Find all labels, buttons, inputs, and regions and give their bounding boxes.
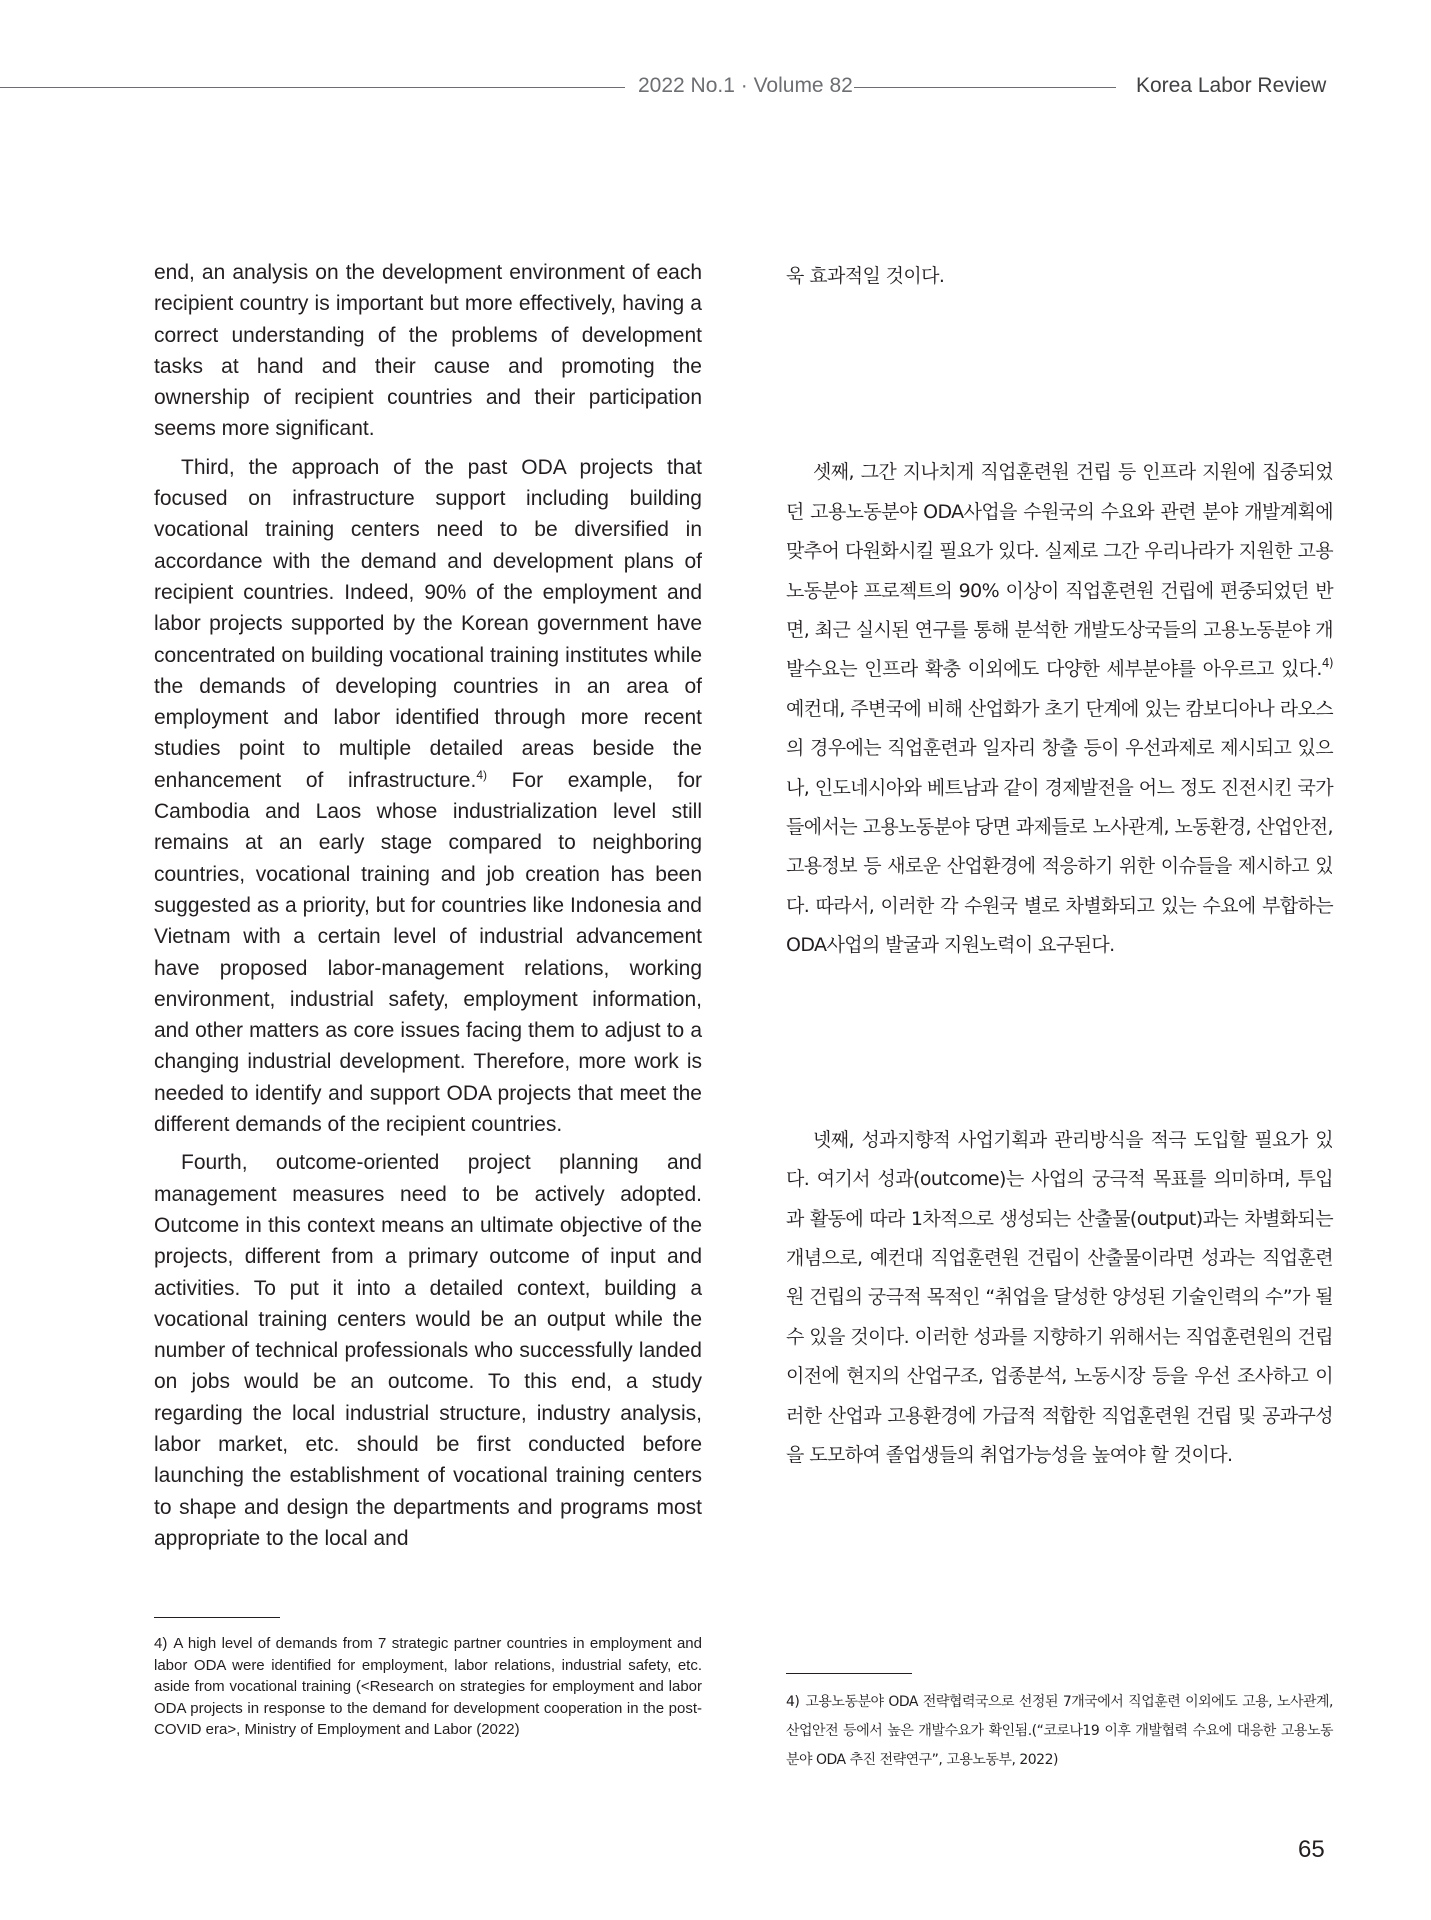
english-footnote (154, 1633, 702, 1741)
header-journal-title: Korea Labor Review (1136, 74, 1327, 97)
korean-paragraph-1: 욱 효과적일 것이다. (786, 265, 945, 287)
korean-paragraph-2-cont: 예컨대, 주변국에 비해 산업화가 초기 단계에 있는 캄보디아나 라오스의 경우에는 직업훈련과 일자리 창출 등이 우선과제로 제시되고 있으나, 인도네시아와 베트남과 같이 경제발전을 어느 정도 진전시킨 국가들에서는 고용노동분야 당면 과제들로 노사관계, 노동환경, 산업안전, 고용정보 등 새로운 산업환경에 적응하기 위한 이슈들을 제시하고 있다. 따라서, 이러한 각 수원국 별로 차별화되고 있는 수요에 부합하는 ODA사업의 발굴과 지원노력이 요구된다. (786, 697, 1333, 957)
korean-footnote-ref: 4) (1321, 656, 1333, 671)
english-paragraph-1: end, an analysis on the development environment of each recipient country is important but more effectively, having a correct understanding of the problems of development tasks at hand and their cause and promoting the ownership of recipient countries and their participation seems more significant. (154, 261, 702, 441)
korean-paragraph-3: 넷째, 성과지향적 사업기획과 관리방식을 적극 도입할 필요가 있다. 여기서 성과(outcome)는 사업의 궁극적 목표를 의미하며, 투입과 활동에 따라 1차적으로 생성되는 산출물(output)과는 차별화되는 개념으로, 예컨대 직업훈련원 건립이 산출물이라면 성과는 직업훈련원 건립의 궁극적 목적인 “취업을 달성한 양성된 기술인력의 수”가 될 수 있을 것이다. 이러한 성과를 지향하기 위해서는 직업훈련원의 건립 이전에 현지의 산업구조, 업종분석, 노동시장 등을 우선 조사하고 이러한 산업과 고용환경에 가급적 적합한 직업훈련원 건립 및 공과구성을 도모하여 졸업생들의 취업가능성을 높여야 할 것이다. (786, 1128, 1333, 1466)
korean-column (786, 257, 1333, 1475)
english-column (154, 257, 702, 1561)
english-footnote-text: A high level of demands from 7 strategic partner countries in employment and labor ODA were identified for employment, labor relations, industrial safety, etc. aside from vocational training (<Research on strategies for employment and labor ODA projects in response to the demand for development cooperation in the post-COVID era>, Ministry of Employment and Labor (2022) (154, 1635, 702, 1738)
korean-footnote-text: 고용노동분야 ODA 전략협력국으로 선정된 7개국에서 직업훈련 이외에도 고용, 노사관계, 산업안전 등에서 높은 개발수요가 확인됨.(“코로나19 이후 개발협력 수요에 대응한 고용노동분야 ODA 추진 전략연구”, 고용노동부, 2022) (786, 1694, 1333, 1768)
english-paragraph-2-cont: example, for Cambodia and Laos whose industrialization level still remains at an early stage compared to neighboring countries, vocational training and job creation has been suggested as a priority, but for countries like Indonesia and Vietnam with a certain level of industrial advancement have proposed labor-management relations, working environment, industrial safety, employment information, and other matters as core issues facing them to adjust to a changing industrial development. Therefore, more work is needed to identify and support ODA projects that meet the different demands of the recipient countries. (154, 768, 702, 1137)
korean-paragraph-2 (786, 453, 1333, 965)
english-footnote-ref: 4) (476, 767, 487, 782)
english-footnote-rule (154, 1617, 280, 1618)
korean-footnote (786, 1688, 1333, 1775)
english-paragraph-2-text: Third, the approach of the past ODA projects that focused on infrastructure support including building vocational training centers need to be diversified in accordance with the demand and development plans of recipient countries. Indeed, 90% of the employment and labor projects supported by the Korean government have concentrated on building vocational training institutes while the demands of developing countries in an area of employment and labor identified through more recent studies point to multiple detailed areas beside the enhancement of infrastructure. (154, 455, 702, 792)
korean-footnote-rule (786, 1673, 912, 1674)
korean-footnote-number: 4) (786, 1694, 800, 1710)
korean-paragraph-2-text: 셋째, 그간 지나치게 직업훈련원 건립 등 인프라 지원에 집중되었던 고용노동분야 ODA사업을 수원국의 수요와 관련 분야 개발계획에 맞추어 다원화시킬 필요가 있다. 실제로 그간 우리나라가 지원한 고용노동분야 프로젝트의 90% 이상이 직업훈련원 건립에 편중되었던 반면, 최근 실시된 연구를 통해 분석한 개발도상국들의 고용노동분야 개발수요는 인프라 확충 이외에도 다양한 세부분야를 아우르고 있다. (786, 461, 1333, 681)
english-paragraph-2-for: For (511, 768, 544, 792)
header-rule-mid (854, 87, 1116, 88)
header-issue: 2022 No.1 · Volume 82 (638, 74, 853, 97)
english-paragraph-2 (154, 452, 702, 1141)
header-rule-left (0, 87, 625, 88)
english-footnote-number: 4) (154, 1635, 168, 1652)
page-number: 65 (1298, 1836, 1325, 1863)
english-paragraph-3: Fourth, outcome-oriented project planning and management measures need to be actively adopted. Outcome in this context means an ultimate objective of the projects, different from a primary outcome of input and activities. To put it into a detailed context, building a vocational training centers would be an output while the number of technical professionals who successfully landed on jobs would be an outcome. To this end, a study regarding the local industrial structure, industry analysis, labor market, etc. should be first conducted before launching the establishment of vocational training centers to shape and design the departments and programs most appropriate to the local and (154, 1151, 702, 1550)
